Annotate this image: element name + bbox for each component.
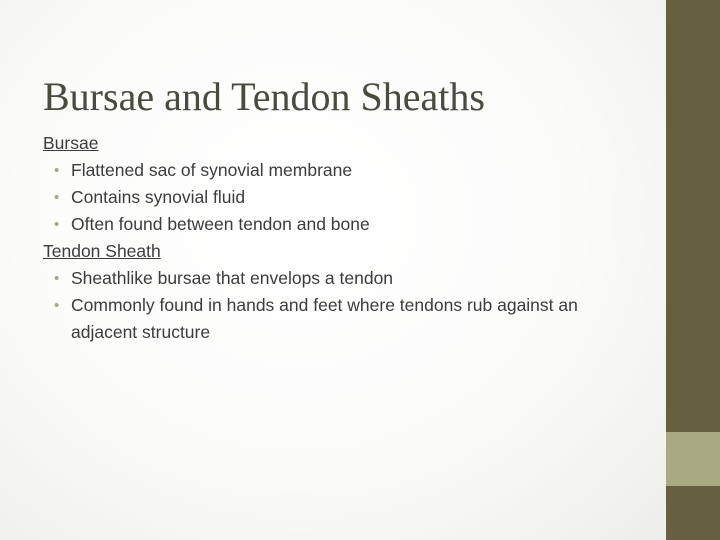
bullet-dot-icon: • [54, 216, 60, 233]
bullet-text: Commonly found in hands and feet where tendons rub against an adjacent structure [71, 295, 578, 342]
sidebar-accent-block [666, 432, 720, 486]
bullet-text: Contains synovial fluid [71, 187, 246, 207]
bullet-item [43, 292, 643, 346]
bullet-text: Flattened sac of synovial membrane [71, 160, 353, 180]
bullet-dot-icon: • [54, 189, 60, 206]
bullet-item [43, 184, 643, 211]
bullet-text: Often found between tendon and bone [71, 214, 370, 234]
slide-content [43, 130, 643, 346]
tendon-sheath-bullet-list [43, 265, 643, 346]
bullet-dot-icon: • [54, 297, 60, 314]
section-heading-tendon-sheath: Tendon Sheath [43, 241, 161, 261]
bullet-text: Sheathlike bursae that envelops a tendon [71, 268, 394, 288]
bullet-item [43, 265, 643, 292]
bullet-dot-icon: • [54, 270, 60, 287]
bursae-bullet-list [43, 157, 643, 238]
bullet-item [43, 157, 643, 184]
section-heading-bursae: Bursae [43, 133, 99, 153]
bullet-dot-icon: • [54, 162, 60, 179]
sidebar-bottom-block [666, 486, 720, 540]
bullet-item [43, 211, 643, 238]
slide-title: Bursae and Tendon Sheaths [43, 73, 485, 119]
sidebar-decoration [666, 0, 720, 432]
